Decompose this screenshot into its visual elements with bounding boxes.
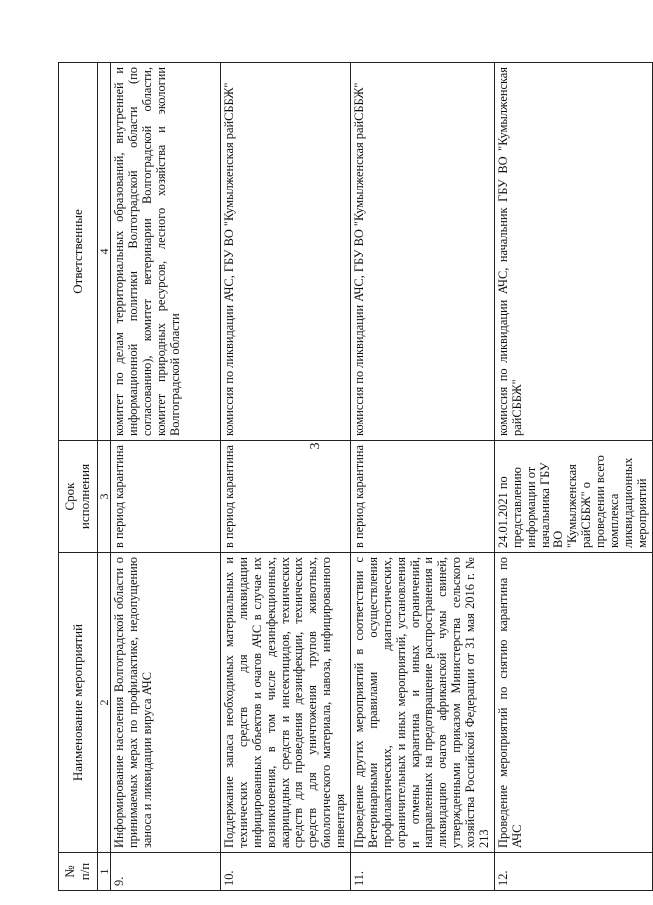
column-numbers-row — [98, 63, 111, 891]
column-number: 2 — [98, 553, 111, 853]
measure-responsible: комиссия по ликвидации АЧС, ГБУ ВО "Кумылженская райСББЖ" — [351, 63, 495, 441]
column-number: 3 — [98, 441, 111, 553]
header-deadline: Срок исполнения — [59, 441, 98, 553]
table-row — [351, 63, 495, 891]
table-row — [111, 63, 221, 891]
measure-name: Поддержание запаса необходимых материальных и технических средств для ликвидации инфицированных объектов и очагов АЧС в случае их возникновения, в том числе дезинфекционных, акарицидных средств и инсектицидов, технических средств для проведения дезинфекции, технических средств для уничтожения трупов животных, биологического материала, навоза, инфицированного инвентаря — [221, 553, 351, 853]
header-name: Наименование мероприятий — [59, 553, 98, 853]
row-number: 10. — [221, 853, 351, 891]
measure-deadline: 24.01.2021 по представлению информации от начальника ГБУ ВО "Кумылженская райСББЖ" о проведении всего комплекса ликвидационных мероприятий — [494, 441, 652, 553]
header-number: № п/п — [59, 853, 98, 891]
header-responsible: Ответственные — [59, 63, 98, 441]
row-number: 9. — [111, 853, 221, 891]
measure-deadline: в период карантина — [351, 441, 495, 553]
table-row — [494, 63, 652, 891]
measure-responsible: комитет по делам территориальных образований, внутренней и информационной политики Волгоградской области (по согласованию), комитет ветеринарии Волгоградской области, комитет природных ресурсов, лесного хозяйства и экологии Волгоградской области — [111, 63, 221, 441]
row-number: 12. — [494, 853, 652, 891]
measure-name: Информирование населения Волгоградской области о принимаемых мерах по профилактике, недопущению заноса и ликвидации вируса АЧС — [111, 553, 221, 853]
measure-deadline: в период карантина — [221, 441, 351, 553]
column-number: 4 — [98, 63, 111, 441]
measure-name: Проведение мероприятий по снятию карантина по АЧС — [494, 553, 652, 853]
table-row — [221, 63, 351, 891]
measure-responsible: комиссия по ликвидации АЧС, начальник ГБУ ВО "Кумылженская райСББЖ" — [494, 63, 652, 441]
rotated-table-area — [58, 63, 649, 891]
measures-table — [58, 62, 653, 891]
measure-deadline: в период карантина — [111, 441, 221, 553]
page-number-text: 3 — [308, 442, 323, 450]
column-number: 1 — [98, 853, 111, 891]
table-header-row — [59, 63, 98, 891]
measure-responsible: комиссия по ликвидации АЧС, ГБУ ВО "Кумылженская райСББЖ" — [221, 63, 351, 441]
row-number: 11. — [351, 853, 495, 891]
rotated-page-content — [58, 63, 649, 891]
measure-name: Проведение других мероприятий в соответствии с Ветеринарными правилами осуществления профилактических, диагностических, ограничительных и иных мероприятий, установления и отмены карантина и иных ограничений, направленных на предотвращение распространения и ликвидацию очагов африканской чумы свиней, утвержденными приказом Министерства сельского хозяйства Российской Федерации от 31 мая 2016 г. № 213 — [351, 553, 495, 853]
